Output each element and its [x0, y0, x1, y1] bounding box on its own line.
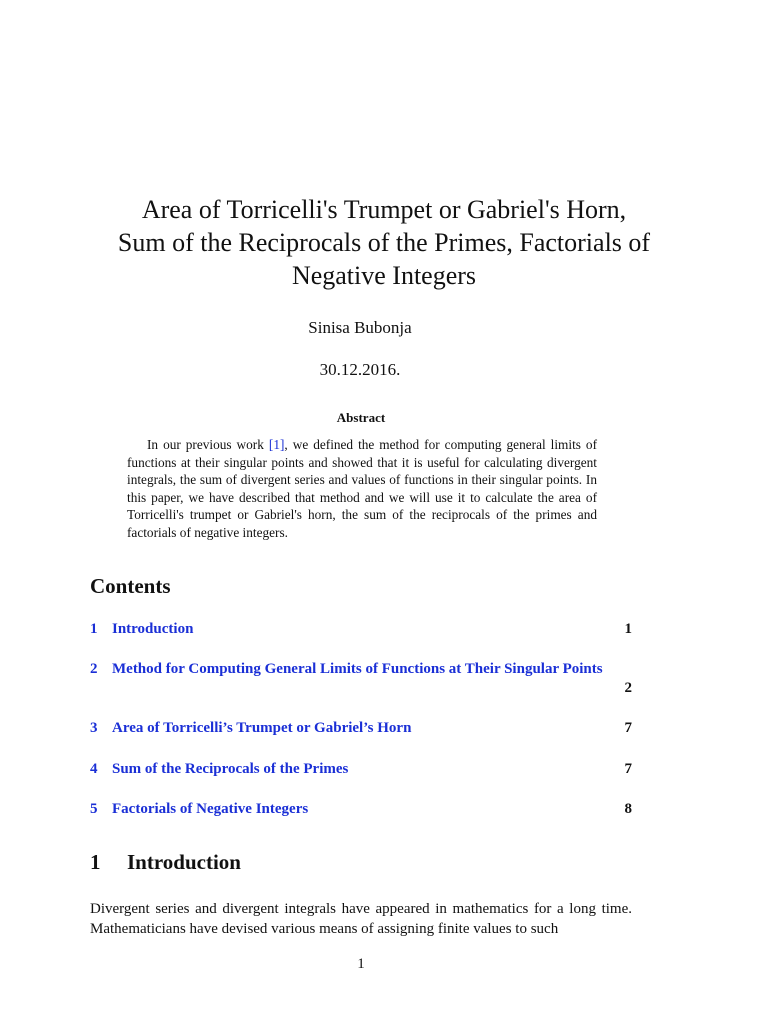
page-number: 1 [357, 956, 365, 972]
contents-heading: Contents [90, 574, 171, 598]
abstract-text-after-cite: , we defined the method for computing general limits of functions at their singular points and showed that it is useful for calculating divergent integrals, the sum of divergent series and values of functions in their singular points. In this paper, we have described that method and we will use it to calculate the area of Torricelli's trumpet or Gabriel's horn, the sum of the reciprocals of the primes and factorials of negative integers. [127, 437, 598, 540]
abstract-heading: Abstract [336, 410, 386, 425]
title-line-2: Sum of the Reciprocals of the Primes, Factorials of [117, 228, 651, 257]
toc-entry-number: 5 [90, 801, 98, 817]
toc-entry-page: 7 [624, 720, 632, 736]
toc-entry-page: 1 [624, 621, 632, 637]
abstract-text-before-cite: In our previous work [147, 437, 269, 452]
section-number: 1 [90, 850, 101, 874]
publication-date: 30.12.2016. [319, 360, 401, 379]
toc-entry-method[interactable] [90, 660, 632, 698]
toc-entry-number: 1 [90, 621, 98, 637]
paper-title [60, 193, 708, 292]
toc-entry-page: 2 [624, 680, 632, 696]
toc-entry-title[interactable]: Factorials of Negative Integers [112, 801, 309, 817]
title-line-3: Negative Integers [291, 261, 477, 290]
toc-entry-title[interactable]: Area of Torricelli’s Trumpet or Gabriel’s Horn [112, 720, 412, 736]
toc-entry-number: 3 [90, 720, 98, 736]
author-name: Sinisa Bubonja [308, 318, 412, 337]
toc-entry-page: 8 [624, 801, 632, 817]
toc-entry-title[interactable]: Method for Computing General Limits of Functions at Their Singular Points [112, 661, 603, 677]
section-heading [90, 850, 241, 875]
toc-entry-number: 2 [90, 661, 98, 677]
abstract-text [127, 436, 597, 542]
section-body-text: Divergent series and divergent integrals have appeared in mathematics for a long time. Mathematicians have devised various means of assigning finite values to such [90, 901, 632, 937]
toc-entry-title[interactable]: Introduction [112, 621, 194, 637]
toc-entry-title[interactable]: Sum of the Reciprocals of the Primes [112, 761, 349, 777]
toc-entry-number: 4 [90, 761, 98, 777]
section-title: Introduction [127, 850, 241, 874]
title-line-1: Area of Torricelli's Trumpet or Gabriel's Horn, [141, 195, 627, 224]
citation-link[interactable]: [1] [268, 437, 285, 452]
toc-entry-page: 7 [624, 761, 632, 777]
